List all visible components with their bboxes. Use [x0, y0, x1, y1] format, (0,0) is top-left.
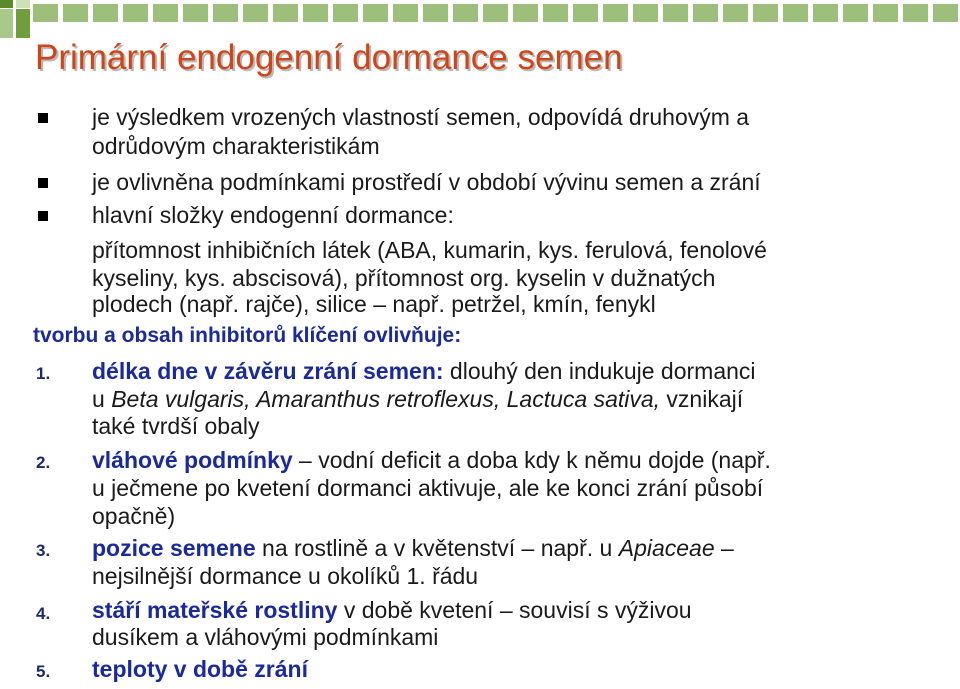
- slide-title: Primární endogenní dormance semen: [35, 38, 623, 77]
- item-text: – vodní deficit a doba kdy k němu dojde (např.: [292, 447, 771, 473]
- item-text: opačně): [92, 503, 176, 529]
- item-head: vláhové podmínky: [92, 447, 293, 473]
- item-line: [92, 358, 756, 384]
- item-species: Beta vulgaris, Amaranthus retroflexus, Lactuca sativa,: [111, 386, 661, 412]
- item-number: 1.: [36, 364, 51, 383]
- decor-square: [0, 9, 13, 38]
- item-species: Apiaceae: [618, 535, 715, 561]
- decor-stripe: [33, 4, 960, 22]
- item-line: [92, 656, 308, 682]
- item-text: dlouhý den indukuje dormanci: [443, 358, 756, 384]
- bullet-text: je výsledkem vrozených vlastností semen, odpovídá druhovým a: [92, 104, 750, 130]
- item-text: také tvrdší obaly: [92, 413, 260, 439]
- item-head: teploty v době zrání: [92, 656, 308, 682]
- item-head: stáří mateřské rostliny: [92, 597, 338, 623]
- item-text: nejsilnější dormance u okolíků 1. řádu: [92, 563, 479, 589]
- bullet-marker: [38, 113, 48, 123]
- item-text: u ječmene po kvetení dormanci aktivuje, ale ke konci zrání působí: [92, 475, 764, 501]
- component-text: plodech (např. rajče), silice – např. petržel, kmín, fenykl: [92, 291, 656, 317]
- item-text: dusíkem a vláhovými podmínkami: [92, 624, 439, 650]
- item-text: v době kvetení – souvisí s výživou: [337, 597, 692, 623]
- bullet-text: je ovlivněna podmínkami prostředí v období vývinu semen a zrání: [92, 169, 761, 195]
- bullet-text: odrůdovým charakteristikám: [92, 133, 380, 159]
- component-text: přítomnost inhibičních látek (ABA, kumarin, kys. ferulová, fenolové: [92, 237, 767, 263]
- item-text: u: [92, 386, 112, 412]
- item-head: délka dne v závěru zrání semen:: [92, 358, 444, 384]
- component-text: kyseliny, kys. abscisová), přítomnost org. kyselin v dužnatých: [92, 265, 716, 291]
- decor-square: [16, 9, 30, 38]
- bullet-marker: [38, 178, 48, 188]
- item-text: na rostlině a v květenství – např. u: [255, 535, 619, 561]
- item-line: [92, 447, 771, 473]
- inhibitor-heading: tvorbu a obsah inhibitorů klíčení ovlivňuje:: [33, 324, 462, 347]
- item-text: –: [714, 535, 734, 561]
- item-head: pozice semene: [92, 535, 256, 561]
- decor-square: [16, 0, 30, 8]
- bullet-marker: [38, 211, 48, 221]
- item-number: 4.: [36, 604, 51, 623]
- item-line: [92, 597, 692, 623]
- bullet-text: hlavní složky endogenní dormance:: [92, 202, 454, 228]
- item-line: [92, 386, 743, 412]
- decor-square: [0, 0, 13, 8]
- item-number: 3.: [36, 541, 51, 560]
- item-line: [92, 535, 734, 561]
- item-number: 5.: [36, 662, 51, 681]
- item-number: 2.: [36, 453, 51, 472]
- item-text: vznikají: [660, 386, 744, 412]
